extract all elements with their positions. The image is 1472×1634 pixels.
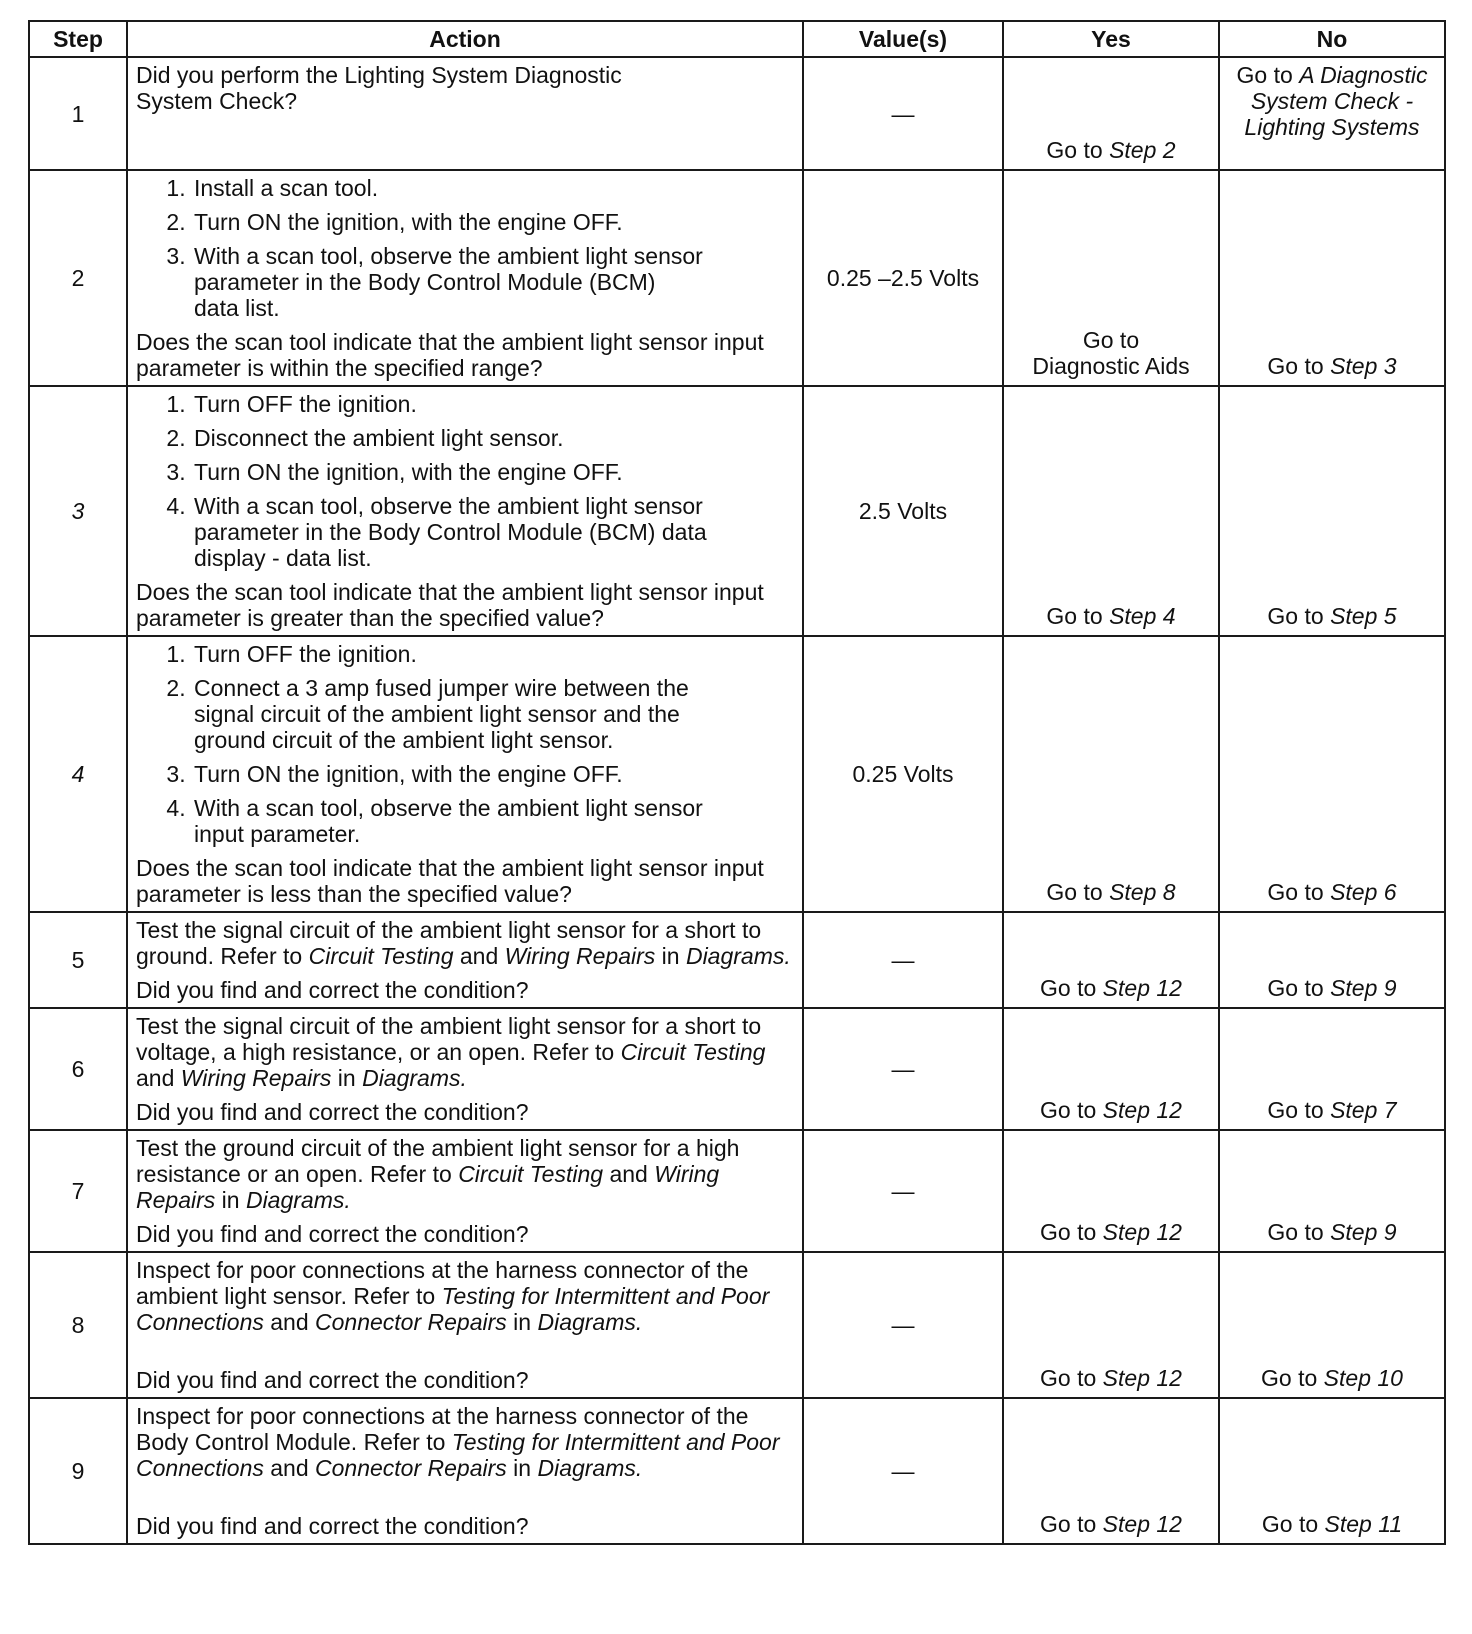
action-text-part: Inspect for poor connections at the harness connector of the Body Control Module. Refer to <box>136 1403 749 1455</box>
yes-cell <box>1003 1008 1219 1130</box>
no-cell <box>1219 1130 1445 1252</box>
action-text-part: and <box>453 943 505 969</box>
yes-cell <box>1003 636 1219 912</box>
no-cell <box>1219 1008 1445 1130</box>
action-question: Does the scan tool indicate that the ambient light sensor input parameter is within the specified range? <box>136 329 764 381</box>
action-text-part: in <box>506 1455 538 1481</box>
reference-link[interactable]: Diagrams. <box>245 1187 351 1213</box>
yes-cell <box>1003 386 1219 636</box>
yes-link[interactable]: Diagnostic Aids <box>1032 353 1190 379</box>
step-number: 4 <box>29 636 127 912</box>
no-prefix: Go to <box>1267 1097 1331 1123</box>
no-cell <box>1219 1252 1445 1398</box>
no-link[interactable]: Step 6 <box>1330 879 1397 905</box>
action-item: 1. Turn OFF the ignition. <box>192 641 794 667</box>
action-text <box>136 1403 794 1481</box>
action-item: 3. Turn ON the ignition, with the engine OFF. <box>192 459 794 485</box>
yes-link[interactable]: Step 12 <box>1102 1365 1182 1391</box>
yes-prefix: Go to <box>1040 975 1103 1001</box>
action-text-part: and <box>263 1455 316 1481</box>
reference-link[interactable]: Circuit Testing <box>308 943 454 969</box>
action-question: Does the scan tool indicate that the ambient light sensor input parameter is greater than the specified value? <box>136 579 764 631</box>
yes-prefix: Go to <box>1040 1219 1103 1245</box>
table-row <box>29 1130 1445 1252</box>
action-question: Did you find and correct the condition? <box>136 1221 529 1247</box>
no-link[interactable]: Step 7 <box>1330 1097 1397 1123</box>
yes-prefix: Go to <box>1046 603 1110 629</box>
no-cell <box>1219 386 1445 636</box>
yes-link[interactable]: Step 12 <box>1102 975 1182 1001</box>
header-step: Step <box>29 21 127 57</box>
table-row <box>29 912 1445 1008</box>
action-item: 4. With a scan tool, observe the ambient light sensor input parameter. <box>192 795 794 847</box>
no-link[interactable]: Step 3 <box>1330 353 1397 379</box>
yes-cell <box>1003 1130 1219 1252</box>
action-question: Did you find and correct the condition? <box>136 1513 529 1539</box>
action-text-part: in <box>215 1187 246 1213</box>
table-row <box>29 1398 1445 1544</box>
action-text-part: Test the ground circuit of the ambient light sensor for a high resistance or an open. Refer to <box>136 1135 740 1187</box>
no-prefix: Go to <box>1267 1219 1331 1245</box>
action-text <box>136 1013 794 1091</box>
spacer <box>136 1481 794 1513</box>
action-item: 1. Turn OFF the ignition. <box>192 391 794 417</box>
action-item: 3. With a scan tool, observe the ambient light sensor parameter in the Body Control Module (BCM) data list. <box>192 243 794 321</box>
action-cell <box>127 386 803 636</box>
action-cell <box>127 636 803 912</box>
step-number: 9 <box>29 1398 127 1544</box>
value-cell: — <box>803 912 1003 1008</box>
action-cell <box>127 1130 803 1252</box>
header-yes: Yes <box>1003 21 1219 57</box>
no-link[interactable]: Step 5 <box>1330 603 1397 629</box>
action-text <box>136 1257 794 1335</box>
step-number: 2 <box>29 170 127 386</box>
value-cell: — <box>803 1130 1003 1252</box>
no-prefix: Go to <box>1267 603 1331 629</box>
action-text-part: and <box>136 1065 181 1091</box>
reference-link[interactable]: Circuit Testing <box>620 1039 766 1065</box>
yes-link[interactable]: Step 8 <box>1109 879 1176 905</box>
table-row <box>29 1252 1445 1398</box>
reference-link[interactable]: Diagrams. <box>685 943 791 969</box>
action-question: Did you find and correct the condition? <box>136 1367 529 1393</box>
no-prefix: Go to <box>1267 975 1331 1001</box>
yes-prefix: Go to <box>1040 1365 1103 1391</box>
step-number: 3 <box>29 386 127 636</box>
header-action: Action <box>127 21 803 57</box>
action-list <box>136 641 794 847</box>
no-link[interactable]: A Diagnostic System Check - Lighting Systems <box>1244 62 1428 140</box>
action-list <box>136 391 794 571</box>
reference-link[interactable]: Connector Repairs <box>315 1309 507 1335</box>
yes-cell <box>1003 57 1219 170</box>
action-text-part: in <box>506 1309 538 1335</box>
yes-link[interactable]: Step 12 <box>1102 1511 1182 1537</box>
table-row <box>29 1008 1445 1130</box>
action-cell <box>127 57 803 170</box>
action-text <box>136 917 794 969</box>
yes-cell <box>1003 1252 1219 1398</box>
reference-link[interactable]: Circuit Testing <box>458 1161 604 1187</box>
yes-prefix: Go to <box>1040 1511 1103 1537</box>
step-number: 1 <box>29 57 127 170</box>
table-row <box>29 636 1445 912</box>
header-no: No <box>1219 21 1445 57</box>
no-link[interactable]: Step 9 <box>1330 1219 1397 1245</box>
yes-cell <box>1003 1398 1219 1544</box>
reference-link[interactable]: Testing for Intermittent and Poor Connections <box>136 1283 770 1335</box>
diagnostic-table-container <box>28 20 1444 1545</box>
reference-link[interactable]: Testing for Intermittent and Poor Connections <box>136 1429 780 1481</box>
action-text-part: and <box>603 1161 655 1187</box>
action-text <box>136 1135 794 1213</box>
yes-prefix: Go to <box>1046 879 1110 905</box>
no-cell <box>1219 636 1445 912</box>
yes-cell <box>1003 912 1219 1008</box>
step-number: 7 <box>29 1130 127 1252</box>
action-text-part: Test the signal circuit of the ambient light sensor for a short to ground. Refer to <box>136 917 762 969</box>
reference-link[interactable]: Diagrams. <box>537 1455 643 1481</box>
reference-link[interactable]: Diagrams. <box>362 1065 467 1091</box>
action-item: 1. Install a scan tool. <box>192 175 794 201</box>
yes-prefix: Go to <box>1040 1097 1103 1123</box>
no-link[interactable]: Step 11 <box>1324 1511 1403 1537</box>
reference-link[interactable]: Diagrams. <box>537 1309 643 1335</box>
no-link[interactable]: Step 9 <box>1330 975 1397 1001</box>
action-item: 4. With a scan tool, observe the ambient light sensor parameter in the Body Control Module (BCM) data display - data list. <box>192 493 794 571</box>
no-prefix: Go to <box>1261 1511 1325 1537</box>
action-question: Did you find and correct the condition? <box>136 977 529 1003</box>
header-row <box>29 21 1445 57</box>
value-cell: 2.5 Volts <box>803 386 1003 636</box>
no-cell <box>1219 1398 1445 1544</box>
spacer <box>136 1335 794 1367</box>
diagnostic-table <box>28 20 1446 1545</box>
reference-link[interactable]: Wiring Repairs <box>136 1161 720 1213</box>
value-cell: 0.25 Volts <box>803 636 1003 912</box>
action-cell <box>127 912 803 1008</box>
no-link[interactable]: Step 10 <box>1323 1365 1403 1391</box>
action-item: 2. Disconnect the ambient light sensor. <box>192 425 794 451</box>
action-item: 2. Connect a 3 amp fused jumper wire between the signal circuit of the ambient light sensor and the ground circuit of the ambient light sensor. <box>192 675 794 753</box>
table-row <box>29 386 1445 636</box>
action-cell <box>127 1008 803 1130</box>
action-text-part: in <box>655 943 686 969</box>
value-cell: — <box>803 1252 1003 1398</box>
action-item: 2. Turn ON the ignition, with the engine OFF. <box>192 209 794 235</box>
action-text-part: Inspect for poor connections at the harness connector of the ambient light sensor. Refer to <box>136 1257 749 1309</box>
action-cell <box>127 1252 803 1398</box>
yes-prefix: Go to <box>1046 137 1110 163</box>
value-cell: 0.25 –2.5 Volts <box>803 170 1003 386</box>
table-row <box>29 170 1445 386</box>
action-text-part: and <box>263 1309 316 1335</box>
no-prefix: Go to <box>1267 353 1331 379</box>
header-value: Value(s) <box>803 21 1003 57</box>
no-cell <box>1219 170 1445 386</box>
yes-prefix: Go to <box>1082 327 1140 353</box>
action-text: Did you perform the Lighting System Diagnostic System Check? <box>136 62 622 114</box>
action-question: Did you find and correct the condition? <box>136 1099 529 1125</box>
action-text-part: Test the signal circuit of the ambient light sensor for a short to voltage, a high resistance, or an open. Refer to <box>136 1013 762 1065</box>
no-cell <box>1219 912 1445 1008</box>
reference-link[interactable]: Wiring Repairs <box>180 1065 332 1091</box>
yes-link[interactable]: Step 12 <box>1102 1097 1182 1123</box>
value-cell: — <box>803 1398 1003 1544</box>
step-number: 6 <box>29 1008 127 1130</box>
no-prefix: Go to <box>1261 1365 1324 1391</box>
no-prefix: Go to <box>1236 62 1300 88</box>
yes-link[interactable]: Step 4 <box>1109 603 1176 629</box>
value-cell: — <box>803 57 1003 170</box>
no-prefix: Go to <box>1267 879 1331 905</box>
step-number: 8 <box>29 1252 127 1398</box>
table-row <box>29 57 1445 170</box>
action-text-part: in <box>331 1065 363 1091</box>
action-cell <box>127 1398 803 1544</box>
reference-link[interactable]: Connector Repairs <box>315 1455 507 1481</box>
action-item: 3. Turn ON the ignition, with the engine OFF. <box>192 761 794 787</box>
yes-link[interactable]: Step 12 <box>1102 1219 1182 1245</box>
reference-link[interactable]: Wiring Repairs <box>504 943 656 969</box>
action-question: Does the scan tool indicate that the ambient light sensor input parameter is less than the specified value? <box>136 855 764 907</box>
no-cell <box>1219 57 1445 170</box>
action-cell <box>127 170 803 386</box>
yes-link[interactable]: Step 2 <box>1109 137 1176 163</box>
value-cell: — <box>803 1008 1003 1130</box>
action-list <box>136 175 794 321</box>
yes-cell <box>1003 170 1219 386</box>
step-number: 5 <box>29 912 127 1008</box>
